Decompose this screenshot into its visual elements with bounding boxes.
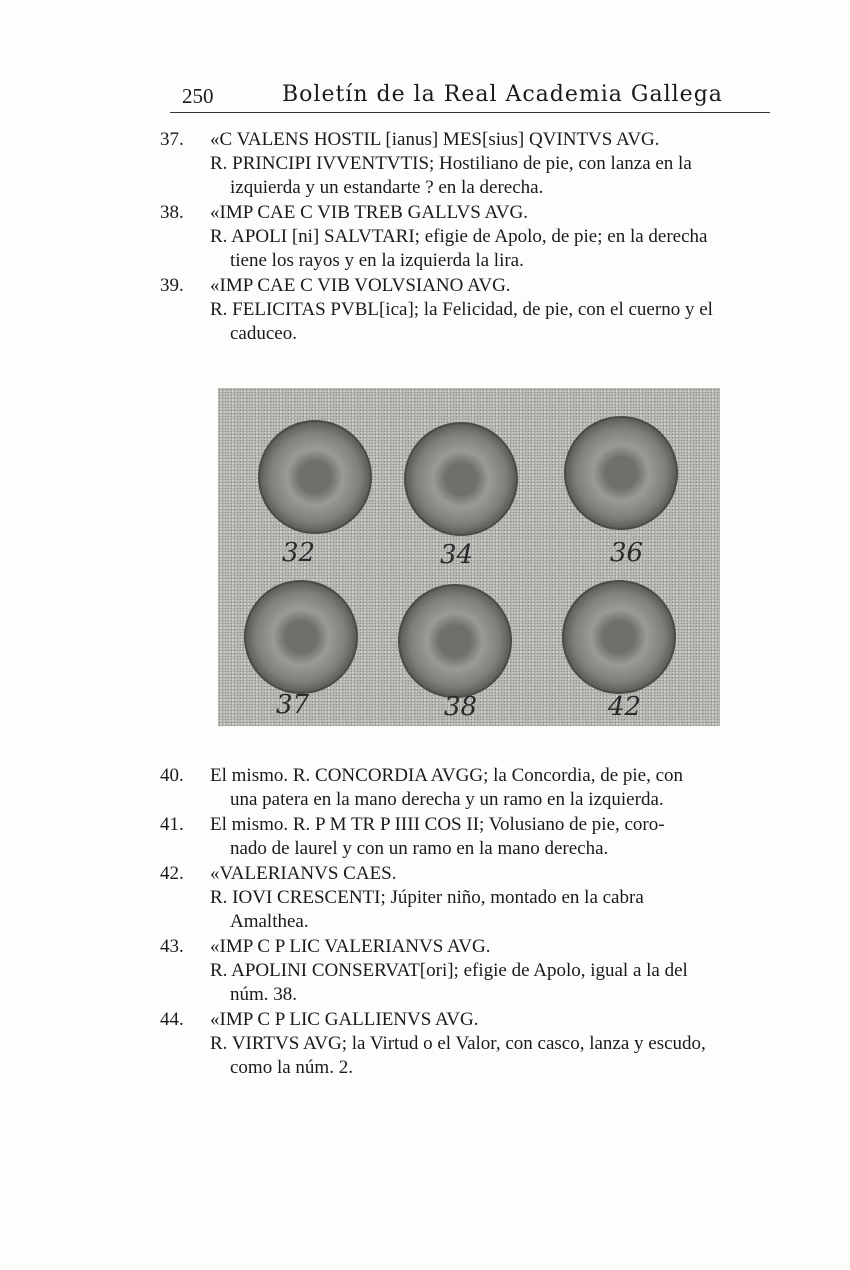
entry-line: El mismo. R. P M TR P IIII COS II; Volusiano de pie, coro- — [210, 814, 665, 835]
reverse-line: R. FELICITAS PVBL[ica]; la Felicidad, de pie, con el cuerno y el — [210, 299, 713, 320]
reverse-line: como la núm. 2. — [230, 1057, 353, 1078]
reverse-line: R. IOVI CRESCENTI; Júpiter niño, montado en la cabra — [210, 887, 644, 908]
entry-43 — [160, 935, 780, 1007]
reverse-line: R. VIRTVS AVG; la Virtud o el Valor, con casco, lanza y escudo, — [210, 1033, 706, 1054]
coin-plate-figure — [218, 388, 720, 726]
entry-line: una patera en la mano derecha y un ramo en la izquierda. — [230, 789, 664, 810]
entries-top — [160, 128, 780, 347]
obverse-legend: «IMP CAE C VIB VOLVSIANO AVG. — [210, 275, 511, 296]
obverse-legend: «VALERIANVS CAES. — [210, 863, 397, 884]
entry-number: 40. — [160, 765, 184, 786]
reverse-line: R. APOLI [ni] SALVTARI; efigie de Apolo, de pie; en la derecha — [210, 226, 708, 247]
entry-number: 44. — [160, 1009, 184, 1030]
page-number: 250 — [182, 84, 214, 108]
obverse-legend: «C VALENS HOSTIL [ianus] MES[sius] QVINTVS AVG. — [210, 129, 660, 150]
reverse-line: tiene los rayos y en la izquierda la lira. — [230, 250, 524, 271]
reverse-line: R. PRINCIPI IVVENTVTIS; Hostiliano de pie, con lanza en la — [210, 153, 692, 174]
entry-line: nado de laurel y con un ramo en la mano derecha. — [230, 838, 609, 859]
entry-41 — [160, 813, 780, 861]
entry-38 — [160, 201, 780, 273]
coin-image — [258, 420, 372, 534]
entry-39 — [160, 274, 780, 346]
coin-label: 36 — [610, 538, 644, 568]
coin-label: 37 — [276, 690, 310, 720]
entries-bottom — [160, 764, 780, 1081]
coin-image — [564, 416, 678, 530]
entry-number: 42. — [160, 863, 184, 884]
coin-image — [398, 584, 512, 698]
coin-label: 42 — [608, 692, 642, 722]
reverse-line: caduceo. — [230, 323, 297, 344]
entry-number: 43. — [160, 936, 184, 957]
reverse-line: Amalthea. — [230, 911, 309, 932]
entry-number: 37. — [160, 129, 184, 150]
coin-label: 38 — [444, 692, 478, 722]
coin-label: 34 — [440, 540, 474, 570]
coin-image — [404, 422, 518, 536]
entry-line: El mismo. R. CONCORDIA AVGG; la Concordia, de pie, con — [210, 765, 684, 786]
entry-number: 41. — [160, 814, 184, 835]
entry-number: 38. — [160, 202, 184, 223]
running-title: Boletín de la Real Academia Gallega — [282, 82, 723, 107]
coin-image — [562, 580, 676, 694]
entry-44 — [160, 1008, 780, 1080]
coin-label: 32 — [282, 538, 316, 568]
coin-image — [244, 580, 358, 694]
reverse-line: núm. 38. — [230, 984, 298, 1005]
reverse-line: izquierda y un estandarte ? en la derecha. — [230, 177, 544, 198]
obverse-legend: «IMP CAE C VIB TREB GALLVS AVG. — [210, 202, 528, 223]
obverse-legend: «IMP C P LIC GALLIENVS AVG. — [210, 1009, 479, 1030]
entry-number: 39. — [160, 275, 184, 296]
entry-40 — [160, 764, 780, 812]
entry-37 — [160, 128, 780, 200]
reverse-line: R. APOLINI CONSERVAT[ori]; efigie de Apolo, igual a la del — [210, 960, 688, 981]
running-header — [170, 78, 770, 113]
entry-42 — [160, 862, 780, 934]
obverse-legend: «IMP C P LIC VALERIANVS AVG. — [210, 936, 491, 957]
